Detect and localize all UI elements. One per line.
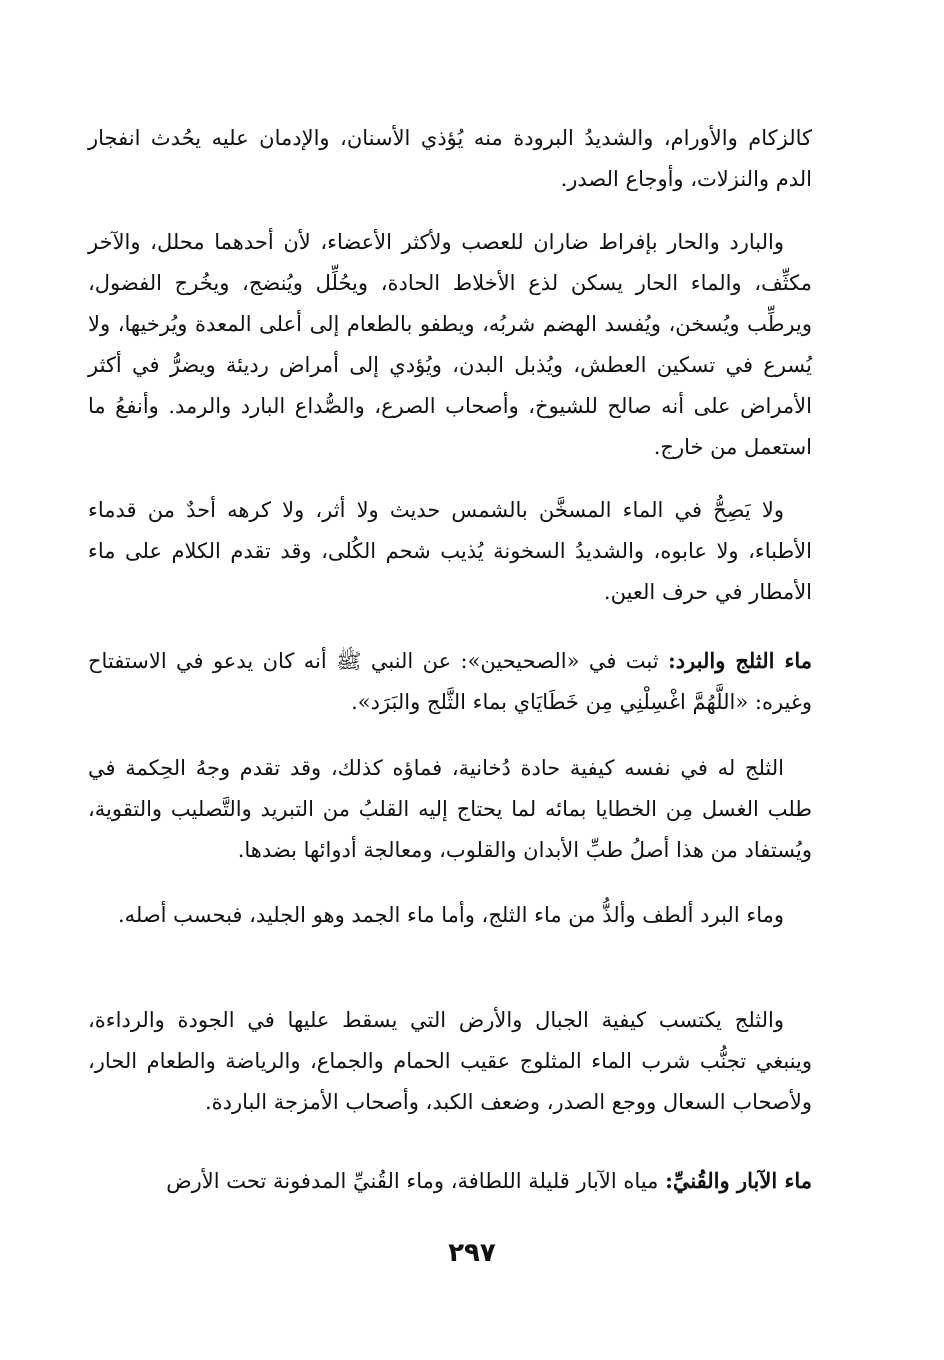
paragraph-text: ثبت في «الصحيحين»: عن النبي ﷺ أنه كان يدعو في الاستفتاح وغيره: «اللَّهُمَّ اغْسِلْنِي مِن خَطَايَاي بماء الثَّلج والبَرَد». (88, 649, 812, 714)
paragraph-5 (88, 748, 812, 871)
page-number: ٢٩٧ (448, 1238, 496, 1268)
paragraph-text: وماء البرد ألطف وألذُّ من ماء الثلج، وأما ماء الجمد وهو الجليد، فبحسب أصله. (117, 903, 784, 927)
paragraph-4 (88, 640, 812, 723)
paragraph-8 (88, 1160, 812, 1202)
paragraph-text: مياه الآبار قليلة اللطافة، وماء القُنيِّ المدفونة تحت الأرض (166, 1169, 659, 1193)
paragraph-3 (88, 490, 812, 613)
paragraph-text: والبارد والحار بإفراط ضاران للعصب ولأكثر الأعضاء، لأن أحدهما محلل، والآخر مكثِّف، والماء الحار يسكن لذع الأخلاط الحادة، ويحُلِّل ويُنضج، ويخُرج الفضول، ويرطِّب ويُسخن، ويُفسد الهضم شربُه، ويطفو بالطعام إلى أعلى المعدة ويُرخيها، ولا يُسرع في تسكين العطش، ويُذبل البدن، ويُؤدي إلى أمراض رديئة ويضرُّ في أكثر الأمراض على أنه صالح للشيوخ، وأصحاب الصرع، والصُّداع البارد والرمد. وأنفعُ ما استعمل من خارج. (88, 230, 812, 459)
paragraph-text: ولا يَصِحُّ في الماء المسخَّن بالشمس حديث ولا أثر، ولا كرهه أحدٌ من قدماء الأطباء، ولا عابوه، والشديدُ السخونة يُذيب شحم الكُلى، وقد تقدم الكلام على ماء الأمطار في حرف العين. (88, 498, 812, 604)
section-heading: ماء الثلج والبرد: (667, 648, 812, 673)
section-heading: ماء الآبار والقُنيِّ: (665, 1168, 812, 1193)
paragraph-7 (88, 1000, 812, 1123)
paragraph-text: والثلج يكتسب كيفية الجبال والأرض التي يسقط عليها في الجودة والرداءة، وينبغي تجنُّب شرب الماء المثلوج عقيب الحمام والجماع، والرياضة والطعام الحار، ولأصحاب السعال ووجع الصدر، وضعف الكبد، وأصحاب الأمزجة الباردة. (88, 1008, 812, 1114)
paragraph-text: الثلج له في نفسه كيفية حادة دُخانية، فماؤه كذلك، وقد تقدم وجهُ الحِكمة في طلب الغسل مِن الخطايا بمائه لما يحتاج إليه القلبُ من التبريد والتَّصليب والتقوية، ويُستفاد من هذا أصلُ طبِّ الأبدان والقلوب، ومعالجة أدوائها بضدها. (88, 756, 812, 862)
paragraph-6 (88, 895, 812, 936)
paragraph-2 (88, 222, 812, 468)
paragraph-text: كالزكام والأورام، والشديدُ البرودة منه يُؤذي الأسنان، والإدمان عليه يحُدث انفجار الدم والنزلات، وأوجاع الصدر. (88, 126, 812, 191)
paragraph-1 (88, 118, 812, 200)
